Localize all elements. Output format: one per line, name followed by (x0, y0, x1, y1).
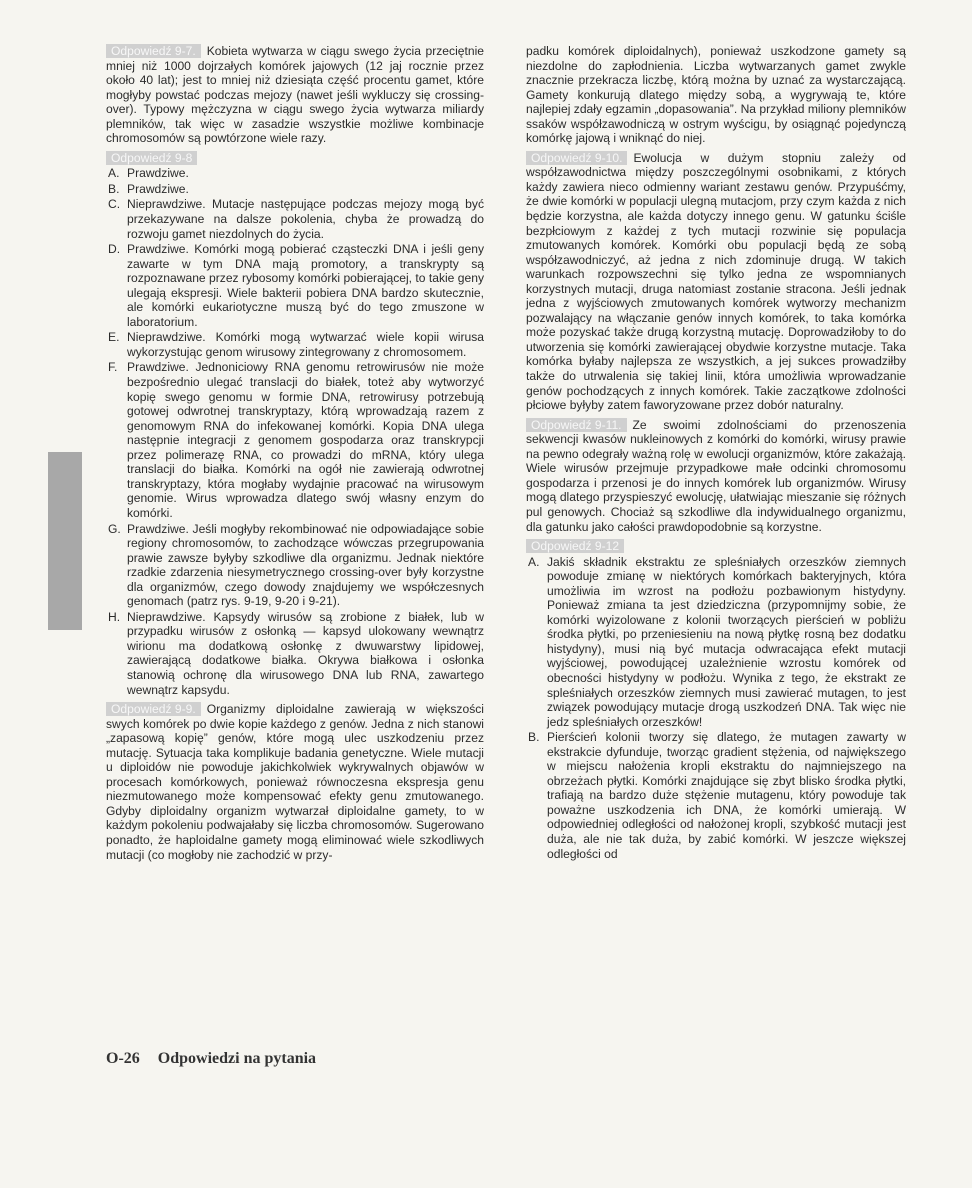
right-column (526, 44, 906, 862)
item-text: Nieprawdziwe. Mutacje następujące podczas mejozy mogą być przekazywane na dalsze pokolenia, chyba że prowadzą do rozwoju gamet niezdolnych do życia. (127, 197, 484, 241)
item-marker: E. (108, 330, 120, 345)
answer-9-9-continued: padku komórek diploidalnych), ponieważ uszkodzone gamety są niezdolne do zapłodnienia. Liczba wytwarzanych gamet zwykle znacznie przekracza liczbę, którą można by uznać za wystarczającą. Gamety konkurują dlatego między sobą, a wygrywają te, które najlepiej zdały egzamin „dopasowania”. Na przykład miliony plemników ssaków współzawodniczą w ostrym wyścigu, by osiągnąć pojedynczą komórkę jajową i wniknąć do niej. (526, 44, 906, 146)
running-title: Odpowiedzi na pytania (157, 1050, 317, 1067)
item-text: Prawdziwe. (127, 166, 189, 181)
answer-text: Ze swoimi zdolnościami do przenoszenia sekwencji kwasów nukleinowych z komórki do komórki, wirusy prawie na pewno odegrały ważną rolę w ewolucji organizmów, które zakażają. Wiele wirusów przejmuje przypadkowe małe odcinki chromosomu gospodarza i przenosi je do innych komórek lub organizmów. Wirusy mogą dlatego przyspieszyć ewolucję, ułatwiając mieszanie się różnych pul genowych. Chociaż są szkodliwe dla indywidualnego organizmu, dla gatunku jako całości prawdopodobnie są korzystne. (526, 417, 906, 534)
answer-9-9 (106, 702, 484, 862)
item-text: Nieprawdziwe. Komórki mogą wytwarzać wiele kopii wirusa wykorzystując genom wirusowy zintegrowany z chromosomem. (127, 330, 484, 359)
answer-label: Odpowiedź 9-7. (106, 44, 201, 58)
item-text: Nieprawdziwe. Kapsydy wirusów są zrobione z białek, lub w przypadku wirusów z osłonką — kapsyd ulokowany wewnątrz wirionu ma dodatkową osłonkę z dwuwarstwy lipidowej, zawierającą dodatkowe białka. Okrywa białkowa i osłonka stanowią ochronę dla wirusowego DNA lub RNA, zawartego wewnątrz kapsydu. (127, 609, 484, 697)
answer-9-10 (526, 151, 906, 413)
list-item (526, 555, 906, 730)
answer-label: Odpowiedź 9-9. (106, 702, 201, 716)
item-marker: B. (528, 730, 540, 745)
item-text: Prawdziwe. Jeśli mogłyby rekombinować nie odpowiadające sobie regiony chromosomów, to zachodzące wówczas przegrupowania prawie zawsze byłyby szkodliwe dla organizmu. Jednak niektóre rzadkie zdarzenia niesymetrycznego crossing-over były korzystne dla organizmów, czego dowody znajdujemy we współczesnych genomach (patrz rys. 9-19, 9-20 i 9-21). (127, 521, 484, 609)
answer-text: Organizmy diploidalne zawierają w większości swych komórek po dwie kopie każdego z genów. Jedna z nich stanowi „zapasową kopię” genów, które mogą ulec uszkodzeniu przez mutację. Sytuacja taka komplikuje badania genetyczne. Wiele mutacji u diploidów nie powoduje jakichkolwiek wykrywalnych objawów w procesach komórkowych, ponieważ równoczesna ekspresja genu niezmutowanego może kompensować efekty genu zmutowanego. Gdyby diploidalny organizm wytwarzał diploidalne gamety, to w każdym pokoleniu podwajałaby się liczba chromosomów. Sugerowano ponadto, że haploidalne gamety mogą eliminować wiele szkodliwych mutacji (co mogłoby nie zachodzić w przy- (106, 702, 484, 862)
item-marker: C. (108, 197, 121, 212)
list-item (526, 730, 906, 861)
answer-9-8-heading (106, 151, 484, 166)
answer-9-12-heading (526, 539, 906, 554)
item-text: Prawdziwe. (127, 181, 189, 196)
answer-9-8-list (106, 166, 484, 697)
item-marker: A. (108, 166, 120, 181)
answer-label: Odpowiedź 9-12 (526, 539, 624, 553)
list-item (106, 242, 484, 329)
thumb-index-tab (48, 452, 82, 630)
list-item (106, 522, 484, 609)
list-item (106, 166, 484, 181)
answer-label: Odpowiedź 9-11. (526, 418, 627, 432)
item-marker: F. (108, 360, 118, 375)
item-marker: B. (108, 181, 120, 196)
answer-label: Odpowiedź 9-10. (526, 151, 627, 165)
answer-9-7 (106, 44, 484, 146)
answer-text: Kobieta wytwarza w ciągu swego życia przeciętnie mniej niż 1000 dojrzałych komórek jajowych (12 jaj rocznie przez około 40 lat); jest to mniej niż dziesiąta część procentu gamet, które mogłyby powstać podczas mejozy (nawet jeśli wykluczy się crossing-over). Typowy mężczyzna w ciągu swego życia wytwarza miliardy plemników, tak więc w zasadzie wszystkie możliwe kombinacje chromosomów są powtórzone wiele razy. (106, 44, 484, 146)
page-number: O-26 (106, 1050, 140, 1067)
list-item (106, 360, 484, 520)
item-marker: G. (108, 521, 121, 536)
item-text: Jakiś składnik ekstraktu ze spleśniałych orzeszków ziemnych powoduje zmianę w niektórych komórkach bakteryjnych, która umożliwia im wzrost na podłożu pozbawionym histydyny. Ponieważ zmiana ta jest dziedziczna (przypomnijmy sobie, że komórki wyizolowane z kolonii tworzących pierścień w pobliżu środka płytki, po przeniesieniu na nową płytkę rosną bez dodatku histydyny), musi nią być mutacja odwracająca efekt mutacji wyjściowej, powodującej uzależnienie wzrostu komórek od obecności histydyny w podłożu. Wynika z tego, że ekstrakt ze spleśniałych orzeszków ziemnych musi zawierać mutagen, to jest związek powodujący mutacje drogą uszkodzeń DNA. Tak więc nie jedz spleśniałych orzeszków! (547, 554, 906, 729)
list-item (106, 610, 484, 697)
answer-text: Ewolucja w dużym stopniu zależy od współzawodnictwa między poszczególnymi osobnikami, z których każdy zawiera nieco odmienny wariant zestawu genów. Przypuśćmy, że dwie komórki w populacji ulegną mutacjom, przy czym każda z nich będzie korzystna, ale każda dotyczy innego genu. W gatunku ściśle bezpłciowym z każdej z tych mutacji rozwinie się populacja zmutowanych komórek. Komórki obu populacji będą ze sobą współzawodniczyć, aż jedna z nich zdominuje drugą. W takich warunkach rozpowszechni się tylko jedna ze wspomnianych korzystnych mutacji, druga natomiast zostanie stracona. Jeśli jednak jedna z wyjściowych zmutowanych komórek wytworzy mechanizm pozwalający na włączanie genów innych komórek, to taka komórka może pozyskać także drugą korzystną mutację. Doprowadziłoby to do utworzenia się komórki zawierającej obydwie korzystne mutacje. Taka komórka byłaby najlepsza ze wszystkich, a jej sukces prowadziłby także do utrwalenia się takiej linii, która umożliwia wprowadzanie genów pochodzących z innych komórek. Takie zaczątkowe zdolności płciowe byłyby zatem faworyzowane przez dobór naturalny. (526, 150, 906, 413)
page-footer (106, 1050, 316, 1068)
item-marker: A. (528, 554, 540, 569)
item-text: Prawdziwe. Komórki mogą pobierać cząsteczki DNA i jeśli geny zawarte w tym DNA mają promotory, a transkrypty są rozpoznawane przez rybosomy komórki pobierającej, to takie geny ulegają ekspresji. Wiele bakterii pobiera DNA bardzo skutecznie, ale komórki eukariotyczne muszą być do tego zmuszone w laboratorium. (127, 242, 484, 329)
answer-9-12-list (526, 555, 906, 861)
answer-9-11 (526, 418, 906, 534)
left-column (106, 44, 484, 867)
answer-label: Odpowiedź 9-8 (106, 151, 197, 165)
item-marker: D. (108, 242, 121, 257)
list-item (106, 182, 484, 197)
item-marker: H. (108, 609, 121, 624)
list-item (106, 330, 484, 359)
item-text: Pierścień kolonii tworzy się dlatego, że mutagen zawarty w ekstrakcie dyfunduje, tworząc gradient stężenia, od największego w miejscu nałożenia kropli ekstraktu do najmniejszego na obrzeżach płytki. Komórki znajdujące się zbyt blisko środka płytki, trafiają na bardzo duże stężenie mutagenu, który powoduje tak poważne uszkodzenia ich DNA, że komórki umierają. W odpowiedniej odległości od nałożonej kropli, szybkość mutacji jest duża, ale nie tak duża, by zabić komórki. W jeszcze większej odległości od (547, 730, 906, 861)
item-text: Prawdziwe. Jednoniciowy RNA genomu retrowirusów nie może bezpośrednio ulegać translacji do białek, toteż aby wytworzyć kopię swego genomu w formie DNA, retrowirusy potrzebują gotowej odwrotnej transkryptazy, którą wprowadzają razem z genomowym RNA do infekowanej komórki. Kopia DNA ulega następnie integracji z genomem gospodarza oraz transkrypcji przez polimerazę RNA, co prowadzi do mRNA, który ulega translacji do białka. Komórki na ogół nie zawierają odwrotnej transkryptazy, która mogłaby wydajnie pracować na wirusowym genomie. Wirus wprowadza dlatego swój własny enzym do komórki. (127, 360, 484, 520)
list-item (106, 197, 484, 241)
